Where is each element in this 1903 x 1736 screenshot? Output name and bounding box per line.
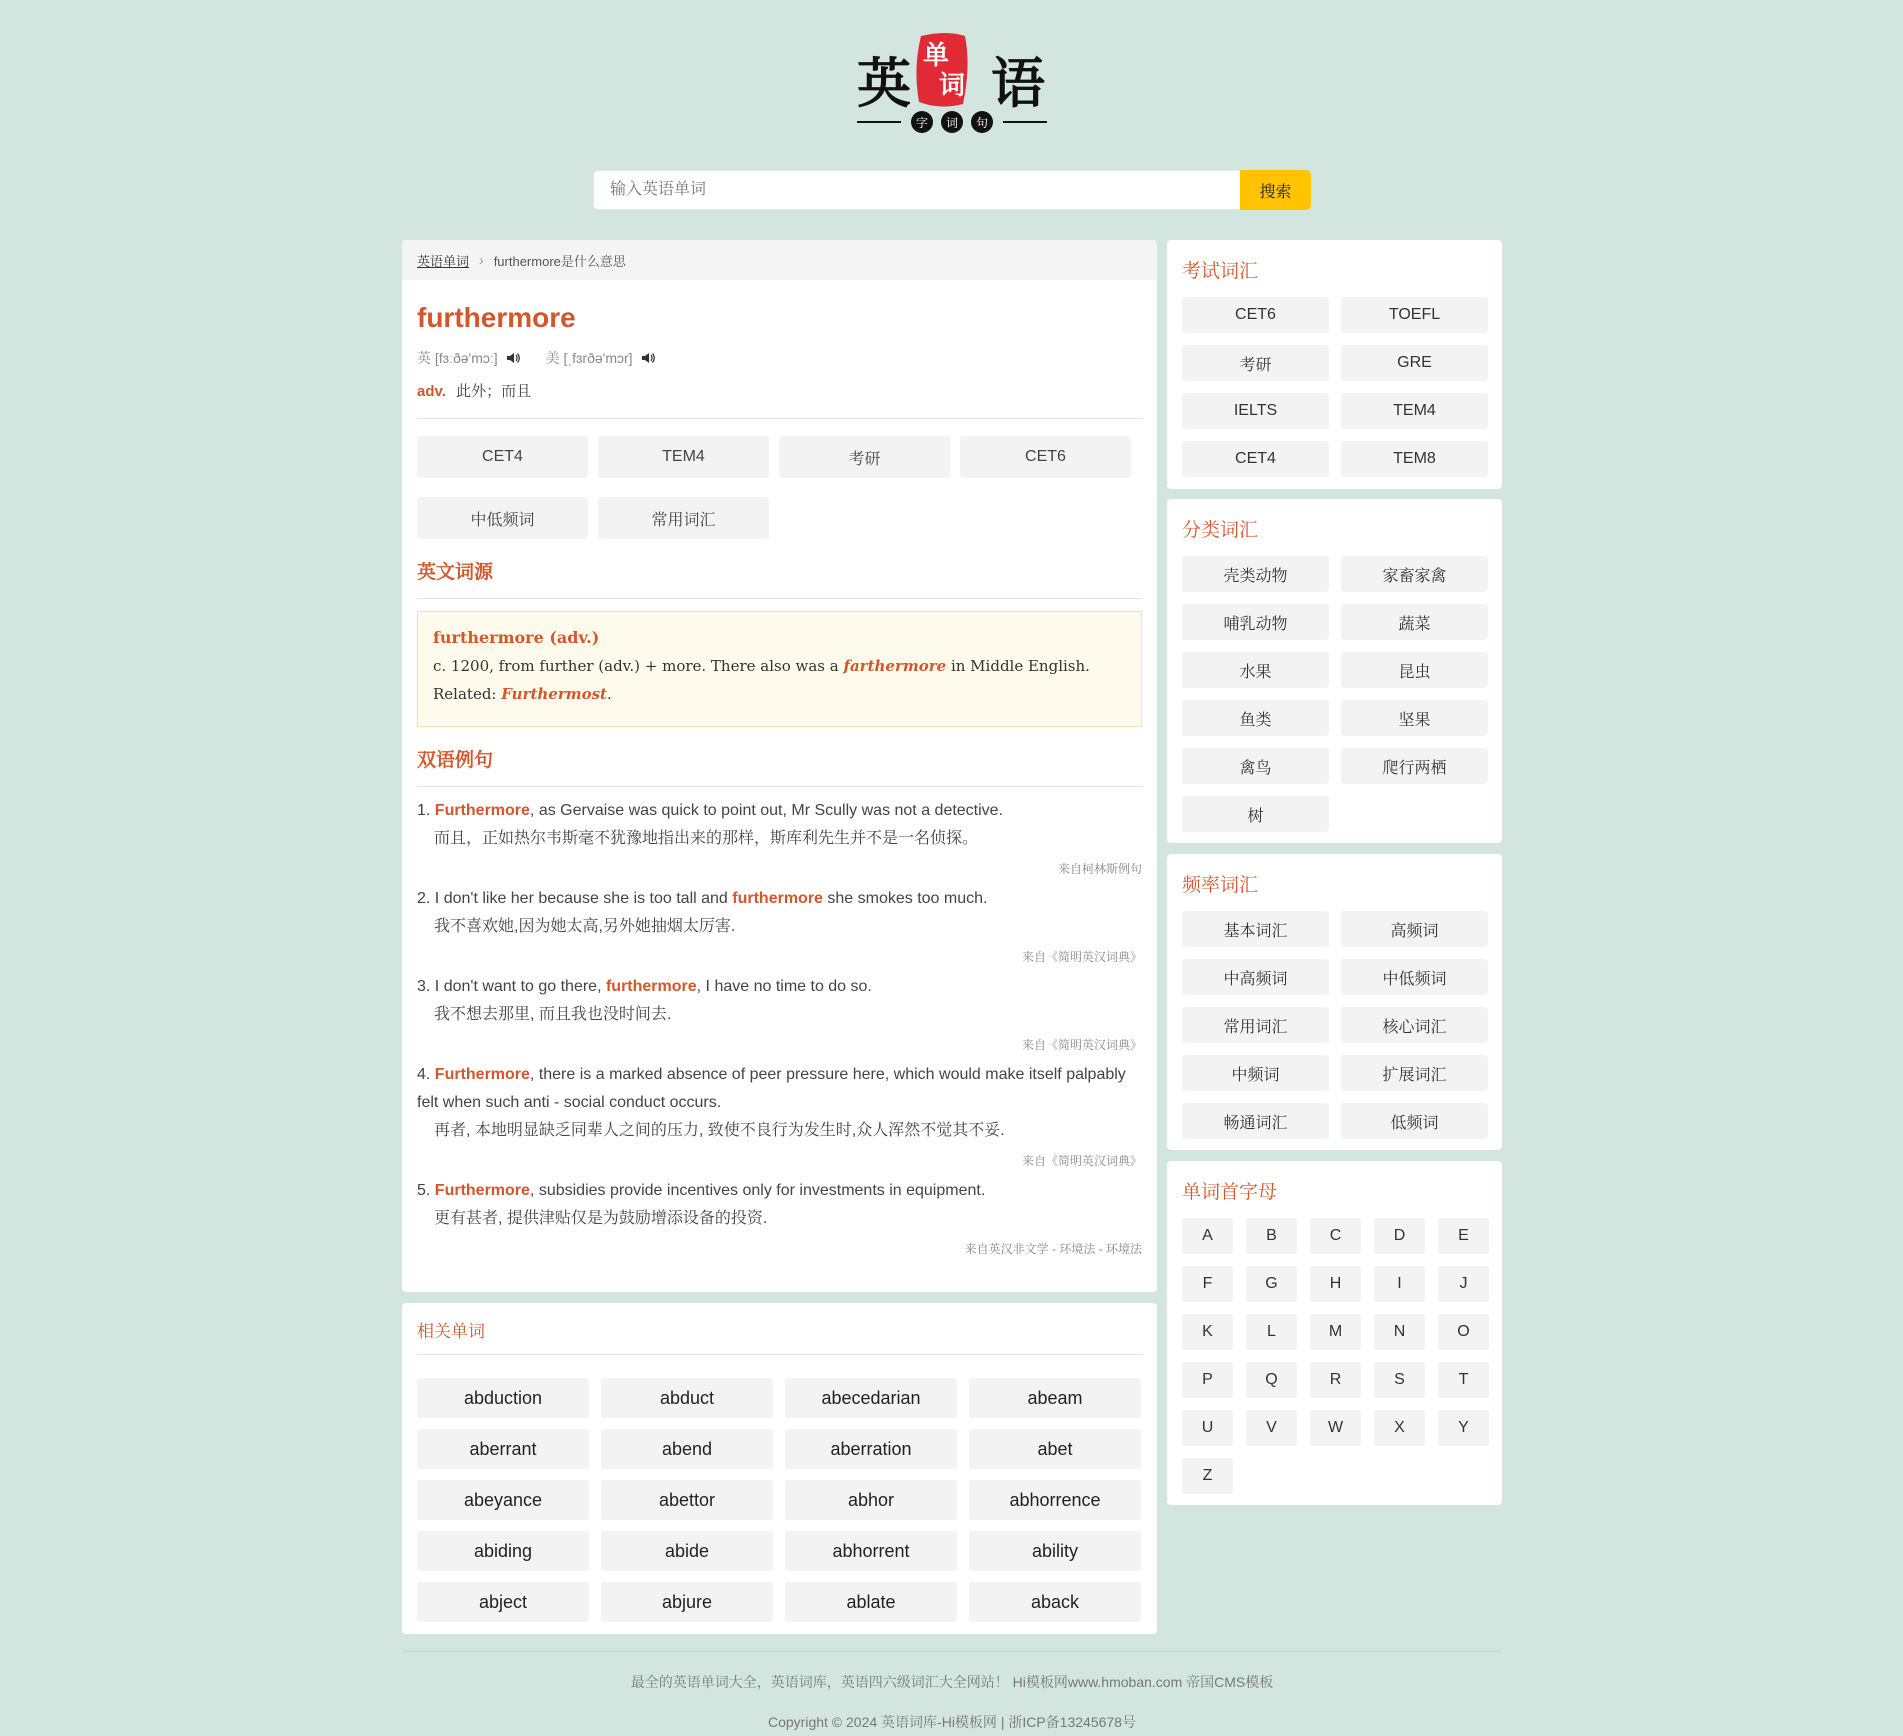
letter-link[interactable]: L <box>1246 1314 1297 1350</box>
letter-link[interactable]: X <box>1374 1410 1425 1446</box>
sidebar-link[interactable]: 昆虫 <box>1341 652 1488 688</box>
word-title: furthermore <box>417 302 576 333</box>
etymology-heading: 英文词源 <box>417 557 1142 599</box>
example-item <box>417 973 1142 1053</box>
phonetics <box>417 348 1142 368</box>
related-word-link[interactable]: abhorrence <box>969 1480 1141 1520</box>
exam-vocab-grid <box>1182 297 1487 477</box>
related-words-grid <box>417 1378 1142 1622</box>
sidebar-letters-title: 单词首字母 <box>1182 1182 1278 1203</box>
example-highlight: furthermore <box>605 978 697 995</box>
word-tags <box>417 436 1142 539</box>
letter-link[interactable]: N <box>1374 1314 1425 1350</box>
example-cn: 更有甚者, 提供津贴仅是为鼓励增添设备的投资. <box>434 1210 768 1227</box>
letter-link[interactable]: B <box>1246 1218 1297 1254</box>
related-word-link[interactable]: abduction <box>417 1378 589 1418</box>
logo-char-2: 单 <box>923 41 950 71</box>
example-en: 4. Furthermore, there is a marked absence of peer pressure here, which would make itself palpably felt when such anti - social conduct occurs. <box>417 1066 1126 1111</box>
example-source: 来自《简明英汉词典》 <box>1021 1154 1142 1168</box>
word-tag[interactable]: 考研 <box>779 436 950 478</box>
sidebar-link[interactable]: 中低频词 <box>1341 959 1488 995</box>
logo-char-1: 英 <box>857 51 911 115</box>
example-item <box>417 885 1142 965</box>
related-word-link[interactable]: aberration <box>785 1429 957 1469</box>
sidebar-frequency-title: 频率词汇 <box>1182 875 1259 896</box>
example-en: 5. Furthermore, subsidies provide incentives only for investments in equipment. <box>417 1182 986 1199</box>
example-en: 2. I don't like her because she is too tall and furthermore she smokes too much. <box>417 890 988 907</box>
example-item <box>417 1177 1142 1257</box>
related-word-link[interactable]: abecedarian <box>785 1378 957 1418</box>
letter-link[interactable]: O <box>1438 1314 1489 1350</box>
sidebar-link[interactable]: 畅通词汇 <box>1182 1103 1329 1139</box>
sidebar-link[interactable]: 扩展词汇 <box>1341 1055 1488 1091</box>
sidebar-link[interactable]: 考研 <box>1182 345 1329 381</box>
letter-link[interactable]: M <box>1310 1314 1361 1350</box>
example-source: 来自《简明英汉词典》 <box>1021 950 1142 964</box>
example-source: 来自英汉非文学 - 环境法 - 环境法 <box>964 1242 1142 1256</box>
word-tag[interactable]: CET4 <box>417 436 588 478</box>
etymology-text: c. 1200, from further (adv.) + more. There also was a farthermore in Middle English. Related: Furthermost. <box>433 657 1090 703</box>
breadcrumb-current: furthermore是什么意思 <box>493 253 626 269</box>
sidebar-link[interactable]: GRE <box>1341 345 1488 381</box>
letter-link[interactable]: I <box>1374 1266 1425 1302</box>
related-word-link[interactable]: abettor <box>601 1480 773 1520</box>
related-word-link[interactable]: abject <box>417 1582 589 1622</box>
footer-copyright: Copyright © 2024 英语词库-Hi模板网 | 浙ICP备13245678号 <box>768 1714 1136 1730</box>
speaker-icon[interactable] <box>506 351 520 365</box>
sidebar-link[interactable]: 蔬菜 <box>1341 604 1488 640</box>
word-tag[interactable]: 中低频词 <box>417 497 588 539</box>
sidebar-link[interactable]: 哺乳动物 <box>1182 604 1329 640</box>
etymology-term: furthermore (adv.) <box>433 628 600 647</box>
sidebar-exam-vocab <box>1167 240 1502 489</box>
letter-grid <box>1182 1218 1487 1494</box>
category-vocab-grid <box>1182 556 1487 832</box>
related-word-link[interactable]: aberrant <box>417 1429 589 1469</box>
letter-link[interactable]: Z <box>1182 1458 1233 1494</box>
example-source: 来自《简明英汉词典》 <box>1021 1038 1142 1052</box>
frequency-vocab-grid <box>1182 911 1487 1139</box>
uk-phonetic: 英 [fɜːðə'mɔː] <box>417 350 498 366</box>
related-word-link[interactable]: abeyance <box>417 1480 589 1520</box>
word-tag[interactable]: CET6 <box>960 436 1131 478</box>
example-en: 3. I don't want to go there, furthermore, I have no time to do so. <box>417 978 872 995</box>
word-definition <box>417 380 1142 419</box>
letter-link[interactable]: C <box>1310 1218 1361 1254</box>
sidebar-exam-title: 考试词汇 <box>1182 261 1259 282</box>
example-cn: 我不喜欢她,因为她太高,另外她抽烟太厉害. <box>434 918 736 935</box>
sidebar-link[interactable]: CET4 <box>1182 441 1329 477</box>
etymology-box <box>417 611 1142 727</box>
breadcrumb-home-link[interactable]: 英语单词 <box>417 253 470 269</box>
letter-link[interactable]: Q <box>1246 1362 1297 1398</box>
sidebar-link[interactable]: 核心词汇 <box>1341 1007 1488 1043</box>
related-words-title: 相关单词 <box>417 1303 1142 1355</box>
related-word-link[interactable]: aback <box>969 1582 1141 1622</box>
etymology-emphasis: Furthermost <box>501 685 607 703</box>
letter-link[interactable]: U <box>1182 1410 1233 1446</box>
site-logo[interactable] <box>855 28 1049 138</box>
word-tag[interactable]: TEM4 <box>598 436 769 478</box>
sidebar-link[interactable]: 禽鸟 <box>1182 748 1329 784</box>
related-word-link[interactable]: ablate <box>785 1582 957 1622</box>
breadcrumb <box>402 240 1157 280</box>
letter-link[interactable]: D <box>1374 1218 1425 1254</box>
letter-link[interactable]: E <box>1438 1218 1489 1254</box>
sidebar-link[interactable]: 高频词 <box>1341 911 1488 947</box>
letter-link[interactable]: V <box>1246 1410 1297 1446</box>
related-word-link[interactable]: abhorrent <box>785 1531 957 1571</box>
sidebar-link[interactable]: TOEFL <box>1341 297 1488 333</box>
footer-description: 最全的英语单词大全，英语词库，英语四六级词汇大全网站！ Hi模板网www.hmoban.com 帝国CMS模板 <box>630 1674 1274 1690</box>
sidebar-link[interactable]: CET6 <box>1182 297 1329 333</box>
example-highlight: Furthermore <box>434 1182 530 1199</box>
example-en: 1. Furthermore, as Gervaise was quick to point out, Mr Scully was not a detective. <box>417 802 1004 819</box>
sidebar-link[interactable]: 家畜家禽 <box>1341 556 1488 592</box>
letter-link[interactable]: R <box>1310 1362 1361 1398</box>
letter-link[interactable]: A <box>1182 1218 1233 1254</box>
letter-link[interactable]: W <box>1310 1410 1361 1446</box>
sidebar-link[interactable]: 爬行两栖 <box>1341 748 1488 784</box>
sidebar-category-title: 分类词汇 <box>1182 520 1259 541</box>
definition-text: 此外；而且 <box>456 383 532 400</box>
logo-char-4: 语 <box>991 51 1045 115</box>
sidebar-link[interactable]: 树 <box>1182 796 1329 832</box>
example-source: 来自柯林斯例句 <box>1057 862 1142 876</box>
logo-sub-3: 句 <box>975 116 989 130</box>
logo-char-3: 词 <box>939 71 966 101</box>
letter-link[interactable]: T <box>1438 1362 1489 1398</box>
letter-link[interactable]: K <box>1182 1314 1233 1350</box>
related-word-link[interactable]: abhor <box>785 1480 957 1520</box>
chevron-right-icon: › <box>479 252 484 268</box>
example-cn: 再者, 本地明显缺乏同辈人之间的压力, 致使不良行为发生时,众人浑然不觉其不妥. <box>434 1122 1005 1139</box>
sidebar-link[interactable]: 基本词汇 <box>1182 911 1329 947</box>
example-cn: 我不想去那里, 而且我也没时间去. <box>434 1006 672 1023</box>
sidebar-link[interactable]: TEM8 <box>1341 441 1488 477</box>
sidebar-link[interactable]: IELTS <box>1182 393 1329 429</box>
related-word-link[interactable]: abiding <box>417 1531 589 1571</box>
logo-sub-2: 词 <box>945 116 959 130</box>
letter-link[interactable]: Y <box>1438 1410 1489 1446</box>
letter-link[interactable]: G <box>1246 1266 1297 1302</box>
example-item <box>417 797 1142 877</box>
search-bar <box>593 170 1311 210</box>
us-phonetic: 美 [ˌfɜrðə'mɔr] <box>545 350 633 366</box>
example-item <box>417 1061 1142 1169</box>
related-words-panel <box>402 1303 1157 1634</box>
sidebar-link[interactable]: TEM4 <box>1341 393 1488 429</box>
related-word-link[interactable]: abet <box>969 1429 1141 1469</box>
word-detail-panel <box>402 240 1157 1292</box>
related-word-link[interactable]: ability <box>969 1531 1141 1571</box>
speaker-icon[interactable] <box>641 351 655 365</box>
footer <box>402 1651 1502 1732</box>
sidebar-link[interactable]: 坚果 <box>1341 700 1488 736</box>
letter-link[interactable]: P <box>1182 1362 1233 1398</box>
sidebar-link[interactable]: 低频词 <box>1341 1103 1488 1139</box>
related-word-link[interactable]: abeam <box>969 1378 1141 1418</box>
search-input[interactable] <box>593 170 1240 210</box>
word-tag[interactable]: 常用词汇 <box>598 497 769 539</box>
example-highlight: Furthermore <box>434 1066 530 1083</box>
logo-sub-1: 字 <box>915 116 929 130</box>
logo-graphic <box>855 28 1049 138</box>
sidebar-frequency-vocab <box>1167 854 1502 1150</box>
sidebar-link[interactable]: 壳类动物 <box>1182 556 1329 592</box>
example-highlight: furthermore <box>732 890 823 907</box>
etymology-emphasis: farthermore <box>843 657 947 675</box>
examples-heading: 双语例句 <box>417 745 1142 787</box>
letter-link[interactable]: S <box>1374 1362 1425 1398</box>
related-word-link[interactable]: abjure <box>601 1582 773 1622</box>
sidebar-initial-letters <box>1167 1161 1502 1505</box>
sidebar-link[interactable]: 鱼类 <box>1182 700 1329 736</box>
part-of-speech: adv. <box>417 383 446 400</box>
related-word-link[interactable]: abide <box>601 1531 773 1571</box>
example-list <box>417 797 1142 1257</box>
related-word-link[interactable]: abend <box>601 1429 773 1469</box>
search-button[interactable]: 搜索 <box>1240 170 1311 210</box>
letter-link[interactable]: J <box>1438 1266 1489 1302</box>
sidebar-link[interactable]: 中频词 <box>1182 1055 1329 1091</box>
sidebar-link[interactable]: 常用词汇 <box>1182 1007 1329 1043</box>
sidebar-category-vocab <box>1167 499 1502 843</box>
sidebar-link[interactable]: 中高频词 <box>1182 959 1329 995</box>
example-cn: 而且，正如热尔韦斯毫不犹豫地指出来的那样，斯库利先生并不是一名侦探。 <box>434 830 979 847</box>
sidebar-link[interactable]: 水果 <box>1182 652 1329 688</box>
letter-link[interactable]: F <box>1182 1266 1233 1302</box>
letter-link[interactable]: H <box>1310 1266 1361 1302</box>
related-word-link[interactable]: abduct <box>601 1378 773 1418</box>
example-highlight: Furthermore <box>434 802 530 819</box>
